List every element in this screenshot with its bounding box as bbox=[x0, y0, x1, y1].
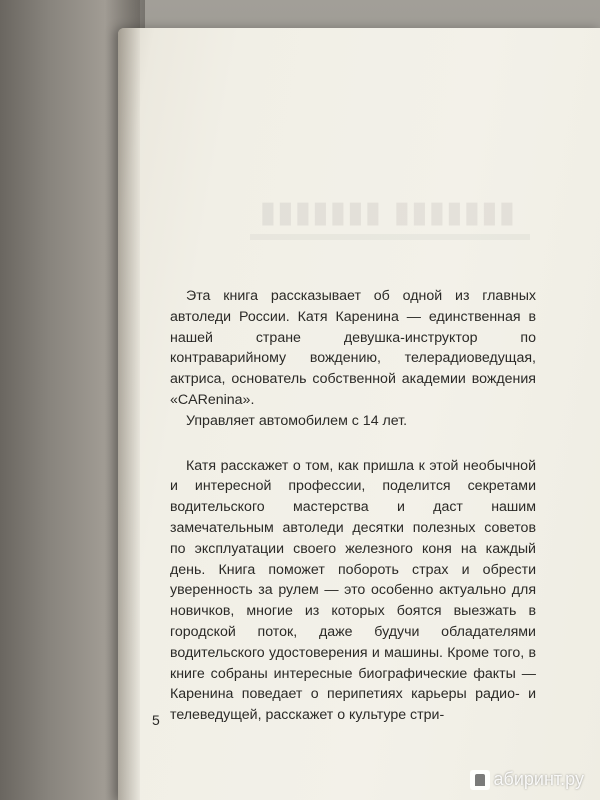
body-text bbox=[170, 286, 536, 726]
watermark bbox=[470, 769, 584, 790]
paragraph-intro: Эта книга рассказывает об одной из главных автоледи России. Катя Каренина — единственная в нашей стране девушка-инструктор по контраварийному вождению, телерадиоведущая, актриса, основатель собственной академии вождения «CARenina». bbox=[170, 288, 536, 408]
gutter-fold bbox=[118, 28, 140, 800]
page-number: 5 bbox=[152, 712, 160, 728]
watermark-text: абиринт.ру bbox=[493, 769, 584, 789]
paragraph-description: Катя расскажет о том, как пришла к этой необычной и интересной профессии, поделится секретами водительского мастерства и даст нашим замечательным автоледи десятки полезных советов по эксплуатации своего железного коня на каждый день. Книга поможет побороть страх и обрести уверенность за рулем — это особенно актуально для новичков, многие из которых боятся выезжать в городской поток, даже будучи обладателями водительского удостоверения и машины. Кроме того, в книге собраны интересные биографические факты — Каренина поведает о перипетиях карьеры радио- и телеведущей, расскажет о культуре стри- bbox=[170, 457, 536, 724]
paragraph-driving-age: Управляет автомобилем с 14 лет. bbox=[186, 412, 408, 429]
labirint-logo-icon bbox=[470, 770, 490, 790]
paragraph-gap bbox=[170, 432, 536, 456]
bleed-through-title: ▮▮▮▮▮▮▮ ▮▮▮▮▮▮▮ bbox=[258, 195, 516, 230]
bleed-through-subtitle bbox=[250, 234, 530, 252]
